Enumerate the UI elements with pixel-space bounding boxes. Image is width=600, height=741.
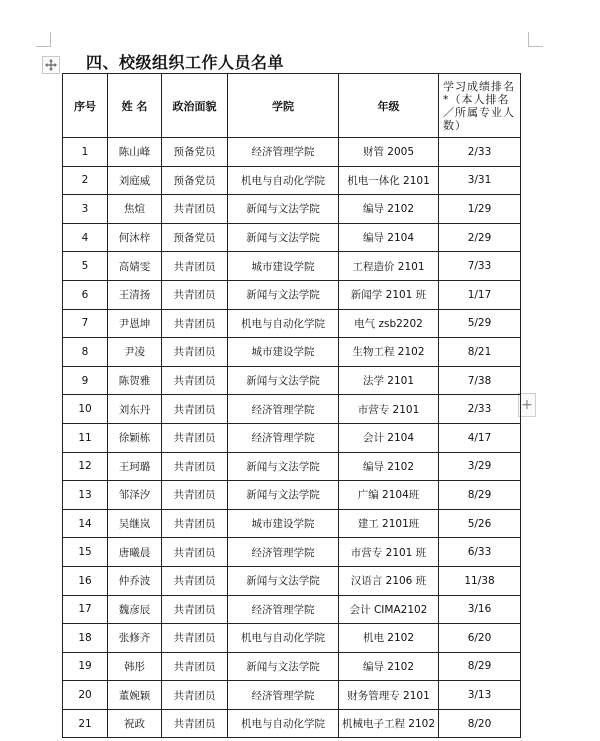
cell-name: 徐颖栋 <box>108 423 162 452</box>
cell-rank: 3/13 <box>439 681 521 710</box>
cell-name: 董婉颖 <box>108 681 162 710</box>
table-row <box>63 252 521 281</box>
cell-index: 10 <box>63 395 108 424</box>
cell-name: 陈贺雅 <box>108 366 162 395</box>
cell-political-status: 共青团员 <box>162 566 228 595</box>
table-row <box>63 223 521 252</box>
page-corner-mark-right <box>528 32 543 47</box>
table-row <box>63 138 521 167</box>
cell-name: 尹恩坤 <box>108 309 162 338</box>
table-row <box>63 481 521 510</box>
cell-grade: 机电一体化 2101 <box>339 166 439 195</box>
cell-name: 魏彦辰 <box>108 595 162 624</box>
table-row <box>63 423 521 452</box>
cell-grade: 机电 2102 <box>339 624 439 653</box>
cell-college: 新闻与文法学院 <box>228 652 339 681</box>
cell-rank: 6/20 <box>439 624 521 653</box>
cell-rank: 8/21 <box>439 338 521 367</box>
cell-rank: 4/17 <box>439 423 521 452</box>
cell-college: 经济管理学院 <box>228 595 339 624</box>
cell-grade: 编导 2102 <box>339 452 439 481</box>
header-grade: 年级 <box>339 74 439 138</box>
cell-index: 11 <box>63 423 108 452</box>
cell-rank: 8/29 <box>439 481 521 510</box>
cell-index: 21 <box>63 709 108 738</box>
cell-grade: 建工 2101班 <box>339 509 439 538</box>
cell-grade: 会计 CIMA2102 <box>339 595 439 624</box>
cell-rank: 6/33 <box>439 538 521 567</box>
cell-political-status: 共青团员 <box>162 624 228 653</box>
cell-name: 焦煊 <box>108 195 162 224</box>
cell-college: 新闻与文法学院 <box>228 366 339 395</box>
cell-political-status: 共青团员 <box>162 481 228 510</box>
table-move-handle[interactable] <box>42 56 60 74</box>
cell-political-status: 共青团员 <box>162 509 228 538</box>
cell-index: 16 <box>63 566 108 595</box>
cell-political-status: 共青团员 <box>162 309 228 338</box>
cell-rank: 7/38 <box>439 366 521 395</box>
cell-political-status: 共青团员 <box>162 452 228 481</box>
cell-name: 唐曦晨 <box>108 538 162 567</box>
cell-index: 2 <box>63 166 108 195</box>
cell-college: 新闻与文法学院 <box>228 280 339 309</box>
header-index: 序号 <box>63 74 108 138</box>
cell-rank: 3/31 <box>439 166 521 195</box>
header-rank: 学习成绩排名*（本人排名／所属专业人数） <box>439 74 521 138</box>
table-row <box>63 452 521 481</box>
cell-rank: 2/29 <box>439 223 521 252</box>
cell-name: 张修齐 <box>108 624 162 653</box>
header-name: 姓 名 <box>108 74 162 138</box>
cell-name: 韩彤 <box>108 652 162 681</box>
cell-index: 5 <box>63 252 108 281</box>
cell-political-status: 共青团员 <box>162 423 228 452</box>
cell-college: 经济管理学院 <box>228 681 339 710</box>
cell-name: 何沐梓 <box>108 223 162 252</box>
cell-name: 吴继岚 <box>108 509 162 538</box>
cell-name: 刘东丹 <box>108 395 162 424</box>
table-row <box>63 509 521 538</box>
table-row <box>63 624 521 653</box>
move-arrows-icon <box>45 59 57 71</box>
cell-college: 城市建设学院 <box>228 338 339 367</box>
cell-grade: 电气 zsb2202 <box>339 309 439 338</box>
cell-index: 4 <box>63 223 108 252</box>
table-row <box>63 395 521 424</box>
cell-college: 经济管理学院 <box>228 138 339 167</box>
cell-rank: 7/33 <box>439 252 521 281</box>
cell-grade: 市营专 2101 班 <box>339 538 439 567</box>
cell-index: 20 <box>63 681 108 710</box>
cell-political-status: 预备党员 <box>162 138 228 167</box>
cell-grade: 市营专 2101 <box>339 395 439 424</box>
cell-index: 15 <box>63 538 108 567</box>
cell-rank: 8/29 <box>439 652 521 681</box>
cell-grade: 广编 2104班 <box>339 481 439 510</box>
table-row <box>63 566 521 595</box>
cell-rank: 8/20 <box>439 709 521 738</box>
cell-index: 12 <box>63 452 108 481</box>
cell-name: 陈山峰 <box>108 138 162 167</box>
cell-grade: 机械电子工程 2102 <box>339 709 439 738</box>
cell-index: 13 <box>63 481 108 510</box>
cell-political-status: 共青团员 <box>162 395 228 424</box>
cell-college: 机电与自动化学院 <box>228 624 339 653</box>
cell-grade: 编导 2102 <box>339 652 439 681</box>
cell-political-status: 共青团员 <box>162 681 228 710</box>
cell-name: 尹凌 <box>108 338 162 367</box>
cell-rank: 2/33 <box>439 138 521 167</box>
cell-grade: 汉语言 2106 班 <box>339 566 439 595</box>
cell-college: 机电与自动化学院 <box>228 166 339 195</box>
cell-index: 8 <box>63 338 108 367</box>
table-row <box>63 338 521 367</box>
cell-college: 经济管理学院 <box>228 423 339 452</box>
cell-rank: 5/29 <box>439 309 521 338</box>
table-row <box>63 595 521 624</box>
cell-college: 新闻与文法学院 <box>228 452 339 481</box>
cell-rank: 3/29 <box>439 452 521 481</box>
cell-political-status: 共青团员 <box>162 595 228 624</box>
cell-college: 城市建设学院 <box>228 509 339 538</box>
page-corner-mark-left <box>36 32 51 47</box>
cell-political-status: 预备党员 <box>162 223 228 252</box>
cell-grade: 编导 2102 <box>339 195 439 224</box>
cell-political-status: 共青团员 <box>162 652 228 681</box>
cell-political-status: 共青团员 <box>162 252 228 281</box>
cell-index: 7 <box>63 309 108 338</box>
cell-index: 9 <box>63 366 108 395</box>
section-heading: 四、校级组织工作人员名单 <box>86 53 285 72</box>
cell-name: 仲乔波 <box>108 566 162 595</box>
cell-grade: 会计 2104 <box>339 423 439 452</box>
cell-grade: 生物工程 2102 <box>339 338 439 367</box>
cell-grade: 法学 2101 <box>339 366 439 395</box>
table-row <box>63 309 521 338</box>
cell-political-status: 共青团员 <box>162 195 228 224</box>
cell-rank: 2/33 <box>439 395 521 424</box>
cell-college: 新闻与文法学院 <box>228 195 339 224</box>
cell-political-status: 共青团员 <box>162 280 228 309</box>
cell-name: 刘庭威 <box>108 166 162 195</box>
cell-index: 19 <box>63 652 108 681</box>
table-row <box>63 166 521 195</box>
cell-college: 机电与自动化学院 <box>228 309 339 338</box>
table-row <box>63 652 521 681</box>
cell-political-status: 预备党员 <box>162 166 228 195</box>
cell-name: 王珂璐 <box>108 452 162 481</box>
cell-index: 14 <box>63 509 108 538</box>
cell-name: 王清扬 <box>108 280 162 309</box>
cell-index: 1 <box>63 138 108 167</box>
cell-name: 高婧雯 <box>108 252 162 281</box>
cell-index: 3 <box>63 195 108 224</box>
cell-political-status: 共青团员 <box>162 538 228 567</box>
cell-rank: 1/17 <box>439 280 521 309</box>
table-row <box>63 681 521 710</box>
table-row <box>63 366 521 395</box>
cell-college: 机电与自动化学院 <box>228 709 339 738</box>
table-row <box>63 195 521 224</box>
cell-rank: 11/38 <box>439 566 521 595</box>
cell-rank: 5/26 <box>439 509 521 538</box>
cell-rank: 1/29 <box>439 195 521 224</box>
cell-name: 祝政 <box>108 709 162 738</box>
cell-name: 邹泽汐 <box>108 481 162 510</box>
cell-political-status: 共青团员 <box>162 366 228 395</box>
plus-icon: + <box>521 397 533 413</box>
cell-rank: 3/16 <box>439 595 521 624</box>
cell-college: 新闻与文法学院 <box>228 481 339 510</box>
cell-political-status: 共青团员 <box>162 709 228 738</box>
table-row <box>63 280 521 309</box>
cell-index: 17 <box>63 595 108 624</box>
staff-table <box>62 73 521 738</box>
cell-grade: 编导 2104 <box>339 223 439 252</box>
cell-index: 18 <box>63 624 108 653</box>
table-row <box>63 538 521 567</box>
cell-grade: 财管 2005 <box>339 138 439 167</box>
cell-college: 经济管理学院 <box>228 538 339 567</box>
cell-college: 新闻与文法学院 <box>228 566 339 595</box>
cell-index: 6 <box>63 280 108 309</box>
header-political-status: 政治面貌 <box>162 74 228 138</box>
table-header-row <box>63 74 521 138</box>
cell-political-status: 共青团员 <box>162 338 228 367</box>
cell-college: 新闻与文法学院 <box>228 223 339 252</box>
cell-college: 城市建设学院 <box>228 252 339 281</box>
cell-grade: 工程造价 2101 <box>339 252 439 281</box>
table-row <box>63 709 521 738</box>
header-college: 学院 <box>228 74 339 138</box>
cell-college: 经济管理学院 <box>228 395 339 424</box>
cell-grade: 新闻学 2101 班 <box>339 280 439 309</box>
cell-grade: 财务管理专 2101 <box>339 681 439 710</box>
